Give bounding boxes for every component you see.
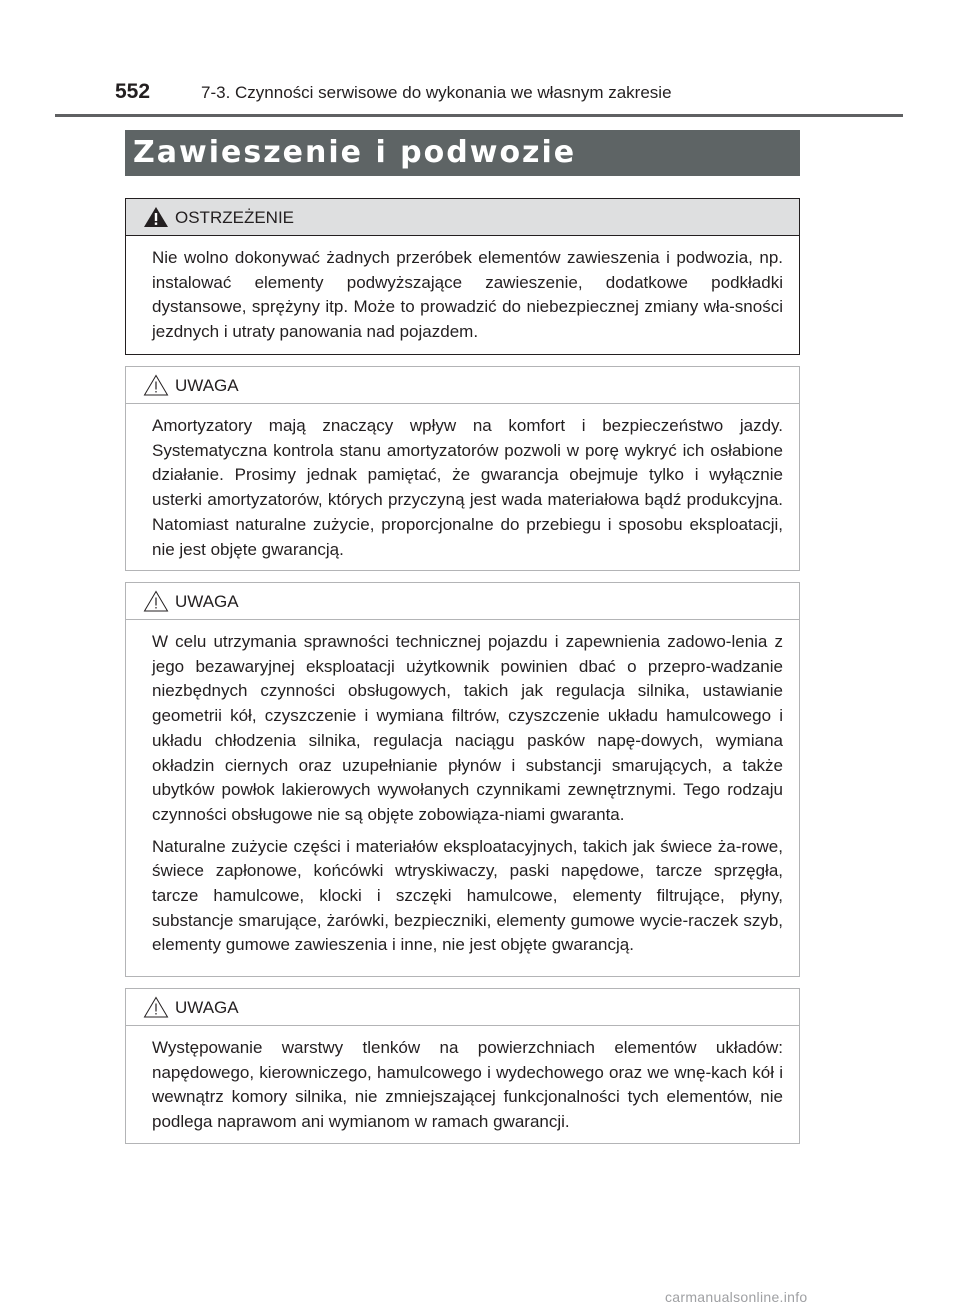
notice-paragraph: Amortyzatory mają znaczący wpływ na komfort i bezpieczeństwo jazdy. Systematyczna kontrola stanu amortyzatorów pozwoli w porę wykryć ich osłabione działanie. Prosimy jednak pamiętać, że gwarancja obejmuje tylko i wyłącznie usterki amortyzatorów, których przyczyną jest wada materiałowa bądź produkcyjna. Natomiast naturalne zużycie, proporcjonalne do przebiegu i sposobu eksploatacji, nie jest objęte gwarancją. bbox=[152, 416, 783, 559]
header-divider bbox=[55, 114, 903, 117]
notice-box-header bbox=[126, 367, 799, 404]
notice-body bbox=[126, 1026, 799, 1145]
notice-box-1 bbox=[125, 366, 800, 571]
notice-label: UWAGA bbox=[175, 998, 239, 1017]
warning-paragraph: Nie wolno dokonywać żadnych przeróbek elementów zawieszenia i podwozia, np. instalować elementy podwyższające zawieszenie, dodatkowe podkładki dystansowe, sprężyny itp. Może to prowadzić do niebezpiecznej zmiany wła-sności jezdnych i utraty panowania nad pojazdem. bbox=[152, 248, 783, 342]
warning-triangle-icon bbox=[143, 206, 169, 228]
warning-triangle-icon bbox=[143, 996, 169, 1018]
notice-label: UWAGA bbox=[175, 592, 239, 611]
notice-label: UWAGA bbox=[175, 376, 239, 395]
warning-label: OSTRZEŻENIE bbox=[175, 208, 295, 227]
notice-paragraph: Występowanie warstwy tlenków na powierzchniach elementów układów: napędowego, kierowniczego, hamulcowego i wydechowego oraz we wnę-kach kół i wewnątrz komory silnika, nie zmniejszającej funkcjonalności tych elementów, nie podlega naprawom ani wymianom w ramach gwarancji. bbox=[152, 1038, 783, 1132]
notice-box-header bbox=[126, 989, 799, 1026]
warning-triangle-icon bbox=[143, 590, 169, 612]
warning-box bbox=[125, 198, 800, 355]
notice-paragraph: Naturalne zużycie części i materiałów eksploatacyjnych, takich jak świece ża-rowe, świece zapłonowe, końcówki wtryskiwaczy, paski napędowe, tarcze sprzęgła, tarcze hamulcowe, klocki i szczęki hamulcowe, elementy filtrujące, płyny, substancje smarujące, żarówki, bezpieczniki, elementy gumowe wycie-raczek szyb, elementy gumowe zawieszenia i inne, nie jest objęte gwarancją. bbox=[152, 836, 783, 955]
notice-paragraph: W celu utrzymania sprawności technicznej pojazdu i zapewnienia zadowo-lenia z jego bezawaryjnej eksploatacji użytkownik powinien dbać o przepro-wadzanie niezbędnych czynności obsługowych, takich jak regulacja silnika, ustawianie geometrii kół, czyszczenie i wymiana filtrów, czyszczenie układu hamulcowego i układu chłodzenia silnika, regulacja naciągu pasków napę-dowych, wymiana okładzin ciernych oraz uzupełnianie płynów i substancji smarujących, a także ubytków powłok lakierowych wywołanych czynnikami zewnętrznymi. Tego rodzaju czynności obsługowe nie są objęte zobowiąza-niami gwaranta. bbox=[152, 632, 783, 824]
notice-body bbox=[126, 404, 799, 572]
page-header bbox=[115, 80, 845, 110]
notice-box-3 bbox=[125, 988, 800, 1144]
warning-box-header bbox=[126, 199, 799, 236]
section-title: Zawieszenie i podwozie bbox=[125, 130, 800, 176]
notice-body bbox=[126, 620, 799, 968]
chapter-title: 7-3. Czynności serwisowe do wykonania we własnym zakresie bbox=[201, 83, 672, 102]
notice-box-2 bbox=[125, 582, 800, 977]
warning-body bbox=[126, 236, 799, 355]
notice-box-header bbox=[126, 583, 799, 620]
page-number: 552 bbox=[115, 80, 151, 103]
warning-triangle-icon bbox=[143, 374, 169, 396]
watermark-text: carmanualsonline.info bbox=[665, 1289, 808, 1305]
